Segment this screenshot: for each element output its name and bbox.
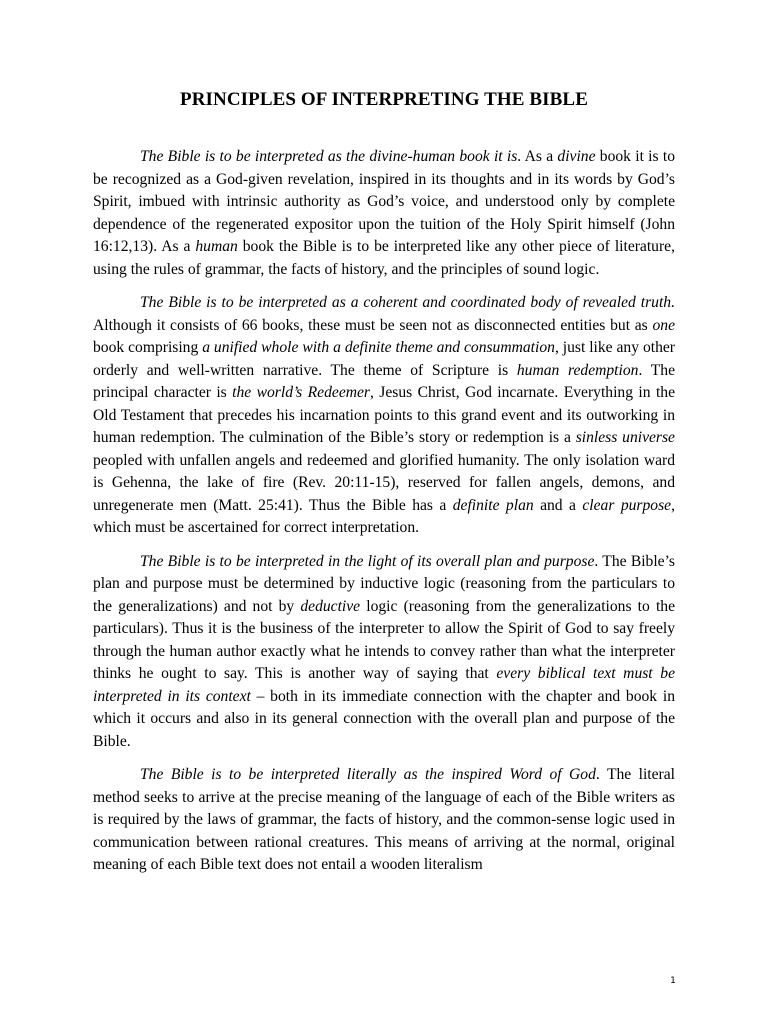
document-body [93,146,675,877]
italic-text-run: The Bible is to be interpreted literally as the inspired Word of God [140,766,596,783]
text-run: . The literal method seeks to arrive at the precise meaning of the language of each of the Bible writers as is required by the laws of grammar, the facts of history, and the common-sense logic used in communication between rational creatures. This means of arriving at the normal, original meaning of each Bible text does not entail a wooden literalism [93,766,675,873]
text-run: book the Bible is to be interpreted like any other piece of literature, using the rules of grammar, the facts of history, and the principles of sound logic. [93,238,675,278]
paragraph-4 [93,764,675,877]
italic-text-run: clear purpose [582,496,672,514]
italic-text-run: a unified whole with a definite theme and consummation [202,339,555,356]
text-run: Although it consists of 66 books, these must be seen not as disconnected entities but as [93,316,653,334]
text-run: , which must be ascertained for correct interpretation. [93,496,675,536]
text-run: – both in its immediate connection with the chapter and book in which it occurs and also in its general connection with the overall plan and purpose of the Bible. [93,687,675,750]
document-title: PRINCIPLES OF INTERPRETING THE BIBLE [180,89,588,110]
italic-text-run: divine [557,148,596,165]
italic-text-run: the world’s Redeemer [232,384,370,401]
italic-text-run: definite plan [452,496,534,514]
italic-text-run: one [652,316,675,334]
paragraph-1 [93,146,675,281]
italic-text-run: human [195,238,238,255]
text-run: , Jesus Christ, God incarnate. Everything in the Old Testament that precedes his incarnation points to this grand event and its outworking in human redemption. The culmination of the Bible’s story or redemption is a [93,384,675,446]
italic-text-run: human redemption [516,361,639,379]
text-run: peopled with unfallen angels and redeemed and glorified humanity. The only isolation ward is Gehenna, the lake of fire (Rev. 20:11-15), reserved for fallen angels, demons, and unregenerate men (Matt. 25:41). Thus the Bible has a [93,451,675,514]
text-run: book comprising [93,339,203,356]
italic-text-run: The Bible is to be interpreted as the divine-human book it is [140,148,518,165]
text-run: logic (reasoning from the generalizations to the particulars). Thus it is the business of the interpreter to allow the Spirit of God to say freely through the human author exactly what he intends to convey rather than what the interpreter thinks he ought to say. This is another way of saying that [93,597,675,682]
text-run: book it is to be recognized as a God-given revelation, inspired in its thoughts and in its words by God’s Spirit, imbued with intrinsic authority as God’s voice, and understood only by complete dependence of the regenerated expositor upon the tuition of the Holy Spirit himself (John 16:12,13). As a [93,148,675,255]
text-run: and a [533,496,583,514]
text-run: . As a [517,148,558,165]
paragraph-3 [93,551,675,754]
page-number: 1 [670,976,676,986]
italic-text-run: every biblical text must be interpreted in its context [93,665,675,705]
italic-text-run: sinless universe [575,429,675,446]
italic-text-run: The Bible is to be interpreted in the light of its overall plan and purpose [140,552,595,570]
text-run: . The Bible’s plan and purpose must be determined by inductive logic (reasoning from the particulars to the generalizations) and not by [93,552,676,615]
text-run: , just like any other orderly and well-written narrative. The theme of Scripture is [93,339,675,379]
paragraph-2 [93,292,675,540]
italic-text-run: The Bible is to be interpreted as a coherent and coordinated body of revealed truth. [140,294,675,311]
italic-text-run: deductive [300,597,361,615]
text-run: . The principal character is [93,361,675,401]
